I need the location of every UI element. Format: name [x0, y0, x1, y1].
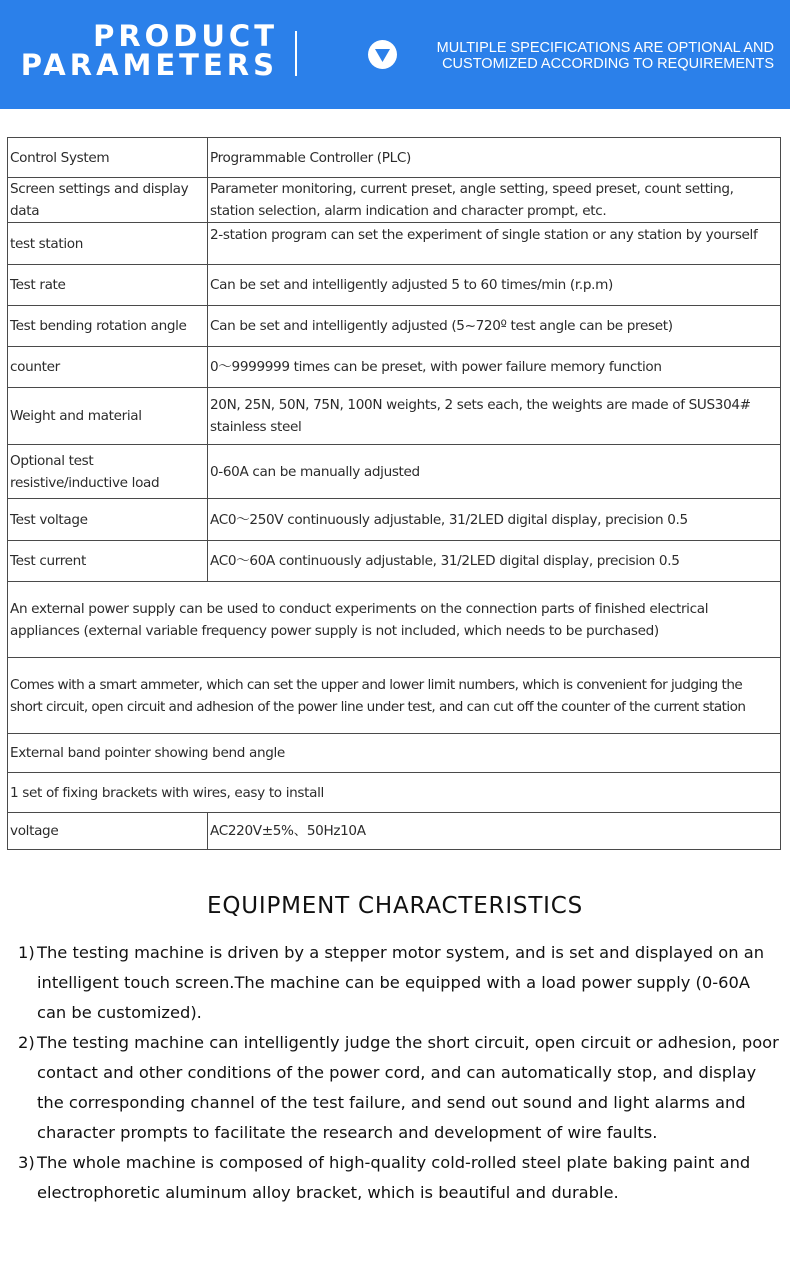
list-item-number: 1): [18, 943, 35, 962]
parameters-table: [7, 137, 781, 850]
table-row: [8, 813, 781, 850]
list-item-text: The testing machine can intelligently judge the short circuit, open circuit or adhesion, poor contact and other conditions of the power cord, and can automatically stop, and display the corresponding channel of the test failure, and send out sound and light alarms and character prompts to facilitate the research and development of wire faults.: [37, 1033, 779, 1142]
table-row: [8, 306, 781, 347]
table-row: [8, 178, 781, 223]
banner-subtitle-line1: MULTIPLE SPECIFICATIONS ARE OPTIONAL AND: [436, 40, 774, 56]
banner-divider: [295, 31, 297, 76]
param-label: counter: [8, 347, 208, 388]
param-note: An external power supply can be used to conduct experiments on the connection parts of finished electrical appliances (external variable frequency power supply is not included, which needs to be purchased): [8, 582, 781, 658]
param-value-cell: [208, 223, 781, 265]
param-value: 0-60A can be manually adjusted: [208, 445, 781, 499]
list-item: [18, 1148, 783, 1208]
banner-title: [20, 19, 278, 82]
param-label: Weight and material: [8, 388, 208, 445]
table-row: [8, 223, 781, 265]
list-item-text: The testing machine is driven by a stepper motor system, and is set and displayed on an intelligent touch screen.The machine can be equipped with a load power supply (0-60A can be customized).: [37, 943, 765, 1022]
table-row: [8, 541, 781, 582]
section-title: EQUIPMENT CHARACTERISTICS: [206, 893, 584, 919]
banner-subtitle: [437, 40, 774, 72]
list-item-number: 3): [18, 1153, 35, 1172]
param-value: Can be set and intelligently adjusted 5 to 60 times/min (r.p.m): [208, 265, 781, 306]
param-note: 1 set of fixing brackets with wires, easy to install: [8, 773, 781, 813]
table-row: [8, 347, 781, 388]
list-item-number: 2): [18, 1033, 35, 1052]
param-value: AC0～60A continuously adjustable, 31/2LED digital display, precision 0.5: [208, 541, 781, 582]
param-value: Parameter monitoring, current preset, angle setting, speed preset, count setting, station selection, alarm indication and character prompt, etc.: [208, 178, 781, 223]
param-value: 20N, 25N, 50N, 75N, 100N weights, 2 sets each, the weights are made of SUS304# stainless steel: [208, 388, 781, 445]
banner-subtitle-line2: CUSTOMIZED ACCORDING TO REQUIREMENTS: [442, 56, 774, 72]
param-value: AC220V±5%、50Hz10A: [208, 813, 781, 850]
banner-title-line1: PRODUCT: [93, 19, 278, 53]
param-label: Optional test resistive/inductive load: [8, 445, 208, 499]
table-row: [8, 445, 781, 499]
list-item: [18, 1028, 783, 1148]
table-row-note: [8, 773, 781, 813]
down-triangle-circle-icon: [368, 40, 397, 69]
param-label: Test current: [8, 541, 208, 582]
param-label: Test rate: [8, 265, 208, 306]
param-label: Test voltage: [8, 499, 208, 541]
param-value: Programmable Controller (PLC): [208, 138, 781, 178]
table-row: [8, 388, 781, 445]
table-row: [8, 499, 781, 541]
param-value: 0～9999999 times can be preset, with power failure memory function: [208, 347, 781, 388]
banner-title-line2: PARAMETERS: [20, 48, 278, 82]
table-row-note: [8, 658, 781, 734]
param-label: test station: [8, 223, 208, 265]
header-banner: [0, 0, 790, 109]
param-value: 2-station program can set the experiment of single station or any station by yourself: [210, 227, 758, 243]
list-item-text: The whole machine is composed of high-quality cold-rolled steel plate baking paint and electrophoretic aluminum alloy bracket, which is beautiful and durable.: [37, 1153, 751, 1202]
table-row: [8, 138, 781, 178]
table-row-note: [8, 734, 781, 773]
param-label: Control System: [8, 138, 208, 178]
param-label: voltage: [8, 813, 208, 850]
param-label: Test bending rotation angle: [8, 306, 208, 347]
table-row-note: [8, 582, 781, 658]
list-item: [18, 938, 783, 1028]
param-note: External band pointer showing bend angle: [8, 734, 781, 773]
param-label: Screen settings and display data: [8, 178, 208, 223]
param-value: Can be set and intelligently adjusted (5~720º test angle can be preset): [208, 306, 781, 347]
table-row: [8, 265, 781, 306]
characteristics-list: [18, 938, 783, 1208]
param-note: Comes with a smart ammeter, which can set the upper and lower limit numbers, which is convenient for judging the short circuit, open circuit and adhesion of the power line under test, and can cut off the counter of the current station: [8, 658, 781, 734]
param-value: AC0～250V continuously adjustable, 31/2LED digital display, precision 0.5: [208, 499, 781, 541]
